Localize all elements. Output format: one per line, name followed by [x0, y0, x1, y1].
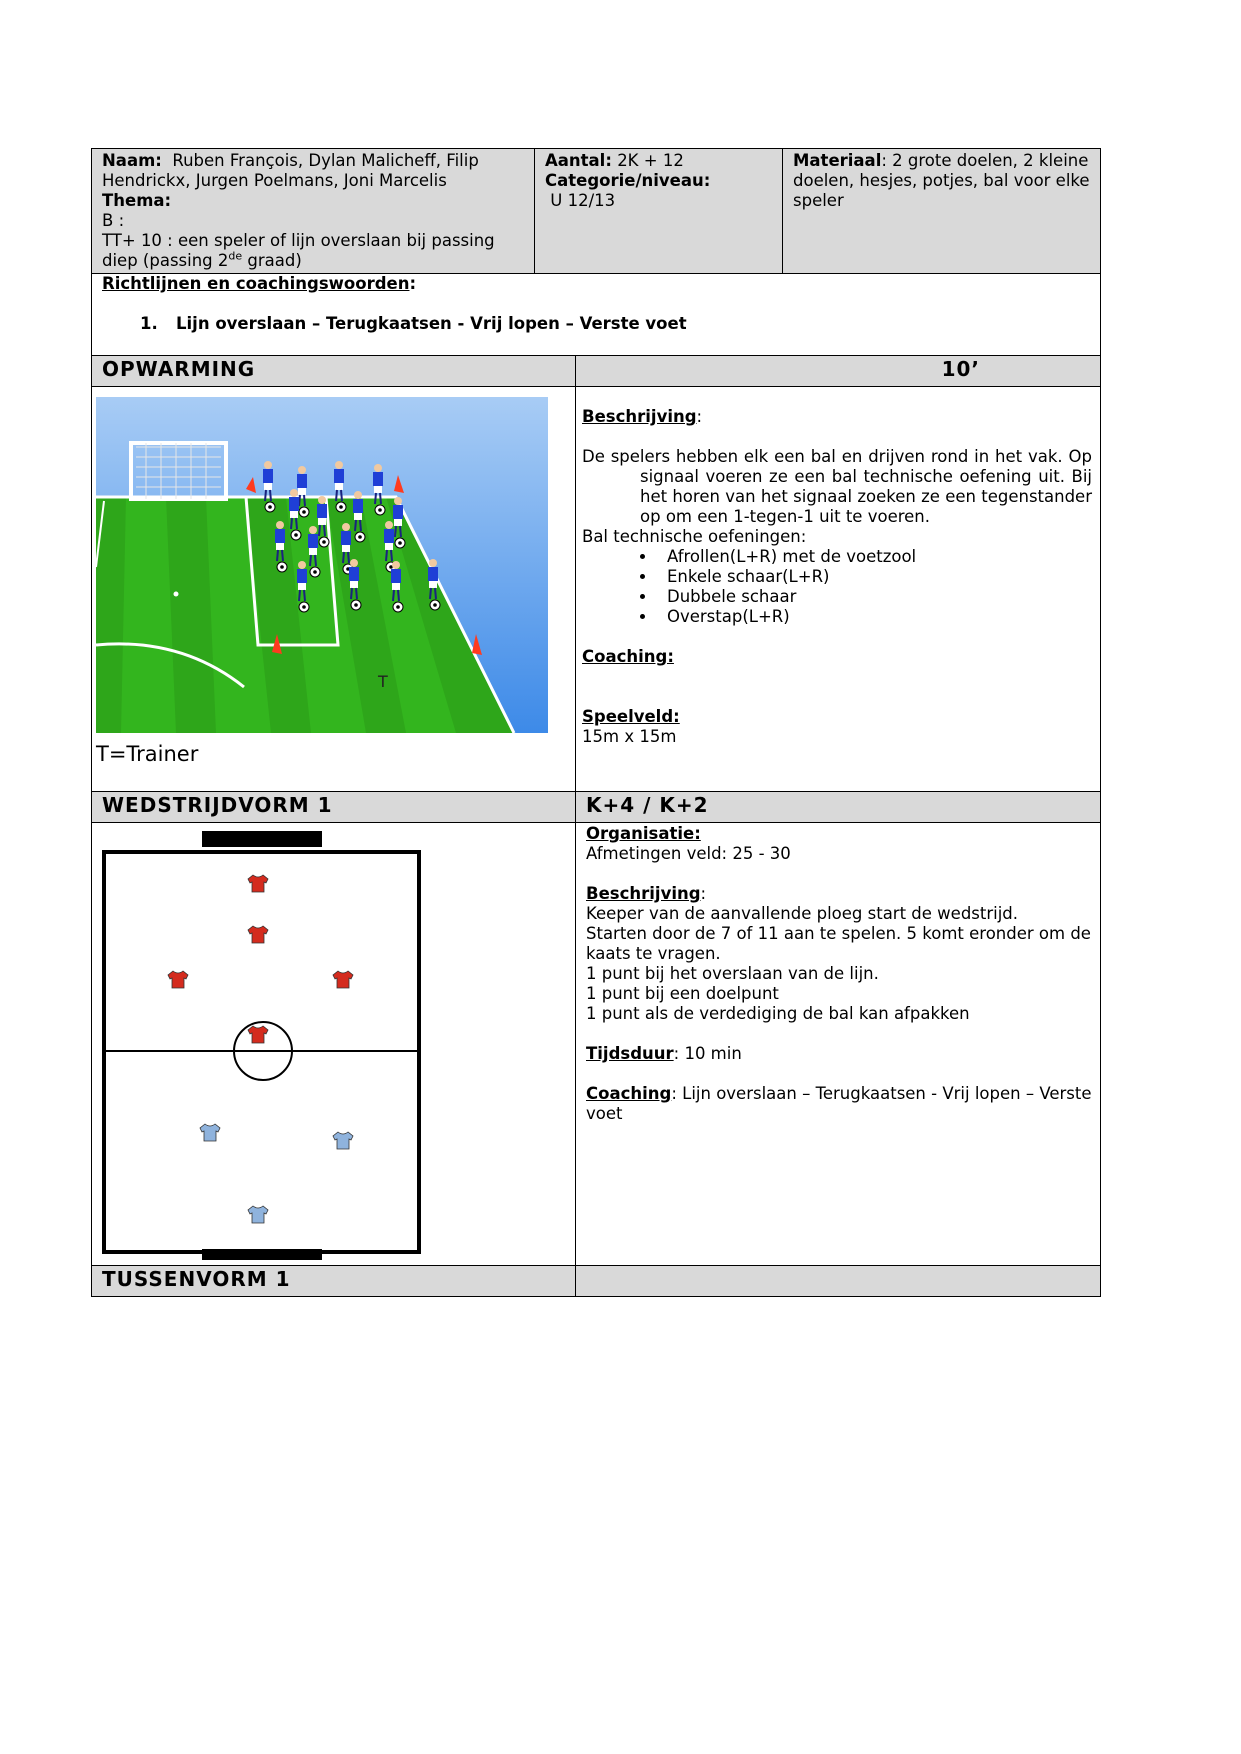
afmetingen: Afmetingen veld: 25 - 30 [586, 844, 791, 863]
coaching-label: Coaching: [582, 647, 674, 666]
shirt-icon [248, 1026, 268, 1043]
training-sheet [91, 148, 1100, 1297]
coaching-label: Coaching [586, 1084, 672, 1103]
beschrijving-label: Beschrijving [582, 407, 697, 426]
richtlijnen-item: 1. Lijn overslaan – Terugkaatsen - Vrij lopen – Verste voet [140, 314, 687, 333]
wedstrijdvorm-format: K+4 / K+2 [576, 792, 1101, 823]
description-line: Starten door de 7 of 11 aan te spelen. 5 komt eronder om de kaats te vragen. [586, 924, 1091, 963]
shirt-icon [248, 1206, 268, 1223]
top-goal [202, 831, 322, 847]
categorie-label: Categorie/niveau: [545, 171, 711, 190]
aantal-value: 2K + 12 [617, 151, 684, 170]
aantal-label: Aantal: [545, 151, 612, 170]
thema-line1: B : [102, 211, 125, 230]
shirt-icon [333, 1132, 353, 1149]
opwarming-title: OPWARMING [92, 356, 576, 387]
trainer-mark: T [378, 672, 388, 691]
description-line: 1 punt bij een doelpunt [586, 984, 779, 1003]
tijdsduur-value: : 10 min [673, 1044, 742, 1063]
opwarming-description: Beschrijving: De spelers hebben elk een bal en drijven rond in het vak. Op signaal voeren ze een bal technische oefening uit. Bij het horen van het signaal zoeken ze een tegenstander op om een 1-tegen-1 uit te voeren. Bal technische oefeningen: • Afrollen(L+R) met de voetzool • Enkele schaar(L+R) • Dubbele schaar • Overstap(L+R) Coaching: Speelveld: 15m x 15m [576, 387, 1101, 792]
richtlijnen-title: Richtlijnen en coachingswoorden [102, 274, 410, 293]
match-field-diagram [92, 823, 575, 1260]
list-item: • Overstap(L+R) [657, 607, 1092, 627]
image-caption: T=Trainer [96, 742, 199, 766]
oefeningen-list [582, 547, 1092, 627]
naam-thema-cell [92, 149, 535, 274]
thema-label: Thema: [102, 191, 172, 210]
opwarming-image-cell [92, 387, 576, 792]
shirt-icon [168, 971, 188, 988]
speelveld-label: Speelveld: [582, 707, 680, 726]
speelveld-value: 15m x 15m [582, 727, 677, 746]
opwarming-duration: 10’ [576, 356, 1101, 387]
naam-label: Naam: [102, 151, 162, 170]
naam-value: Ruben François, Dylan Malicheff, Filip Hendrickx, Jurgen Poelmans, Joni Marcelis [102, 151, 479, 190]
shirt-icons [168, 875, 353, 1223]
description-line: 1 punt als de verdediging de bal kan afpakken [586, 1004, 970, 1023]
beschrijving-text: De spelers hebben elk een bal en drijven rond in het vak. Op signaal voeren ze een bal technische oefening uit. Bij het horen van het signaal zoeken ze een tegenstander op om een 1-tegen-1 uit te voeren. [582, 447, 1092, 526]
organisatie-label: Organisatie: [586, 824, 701, 843]
shirt-icon [200, 1124, 220, 1141]
materiaal-label: Materiaal [793, 151, 882, 170]
materiaal-cell [783, 149, 1101, 274]
wedstrijdvorm-diagram-cell [92, 823, 576, 1266]
description-line: 1 punt bij het overslaan van de lijn. [586, 964, 879, 983]
description-line: Keeper van de aanvallende ploeg start de wedstrijd. [586, 904, 1019, 923]
aantal-cell [535, 149, 783, 274]
shirt-icon [248, 926, 268, 943]
tussenvorm-empty [576, 1266, 1101, 1297]
wedstrijdvorm-title: WEDSTRIJDVORM 1 [92, 792, 576, 823]
categorie-value: U 12/13 [550, 191, 616, 210]
oefeningen-label: Bal technische oefeningen: [582, 527, 807, 546]
shirt-icon [333, 971, 353, 988]
tussenvorm-title: TUSSENVORM 1 [92, 1266, 576, 1297]
thema-line2: TT+ 10 : een speler of lijn overslaan bij passing diep (passing 2de graad) [102, 231, 495, 270]
shirt-icon [248, 875, 268, 892]
list-item: • Dubbele schaar [657, 587, 1092, 607]
beschrijving-label: Beschrijving [586, 884, 701, 903]
coaching-value: : Lijn overslaan – Terugkaatsen - Vrij lopen – Verste voet [586, 1084, 1092, 1123]
wedstrijdvorm-description: Organisatie: Afmetingen veld: 25 - 30 Beschrijving: Keeper van de aanvallende ploeg start de wedstrijd. Starten door de 7 of 11 aan te spelen. 5 komt eronder om de kaats te vragen. 1 punt bij het overslaan van de lijn. 1 punt bij een doelpunt 1 punt als de verdediging de bal kan afpakken Tijdsduur: 10 min Coaching: Lijn overslaan – Terugkaatsen - Vrij lopen – Verste voet [576, 823, 1101, 1266]
richtlijnen-cell: Richtlijnen en coachingswoorden: 1. Lijn overslaan – Terugkaatsen - Vrij lopen – Verste voet [92, 274, 1101, 356]
tijdsduur-label: Tijdsduur [586, 1044, 674, 1063]
materiaal-value: : 2 grote doelen, 2 kleine doelen, hesjes, potjes, bal voor elke speler [793, 151, 1090, 210]
list-item: • Afrollen(L+R) met de voetzool [657, 547, 1092, 567]
warmup-pitch-image [96, 397, 548, 733]
list-item: • Enkele schaar(L+R) [657, 567, 1092, 587]
